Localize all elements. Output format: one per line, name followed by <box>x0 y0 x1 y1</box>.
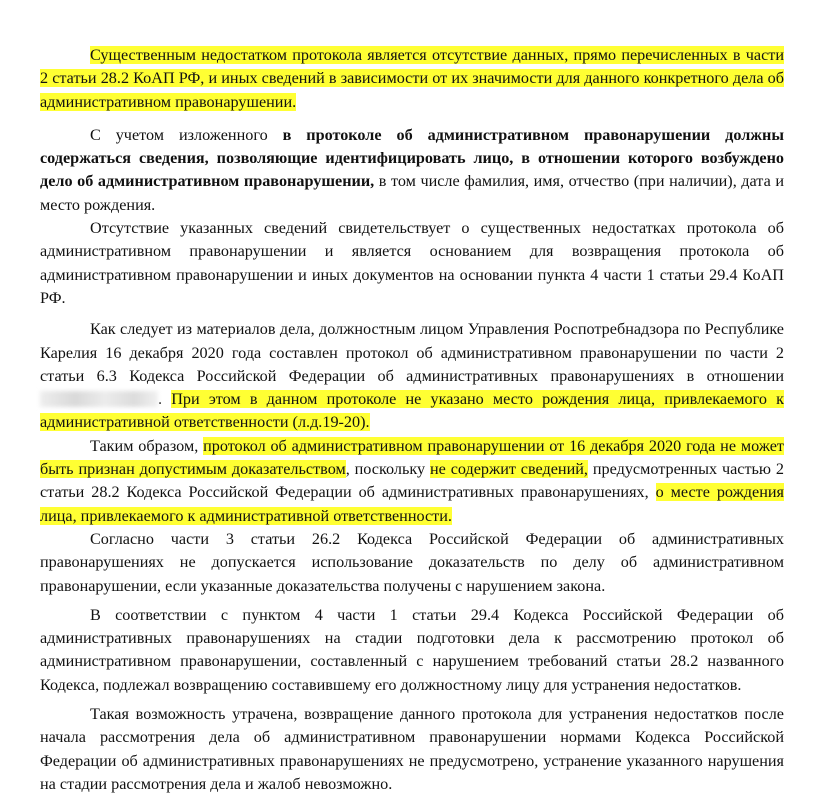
highlighted-text: не содержит сведений, <box>429 460 588 479</box>
text-run: Таким образом, <box>90 436 204 455</box>
paragraph-6 <box>40 528 784 598</box>
text-run: предусмотренных частью 2 статьи 28.2 Кодекса Российской Федерации об административных правонарушениях, <box>40 460 784 502</box>
highlighted-text: протокол об административном правонарушении от 16 декабря 2020 года не может быть признан допустимым доказательством <box>40 436 784 479</box>
bold-text: в протоколе об административном правонарушении должны содержаться сведения, позволяющие идентифицировать лицо, в отношении которого возбуждено дело об административном правонарушении, <box>40 125 784 191</box>
text-run: , поскольку <box>345 460 430 479</box>
text-run: С учетом изложенного <box>90 125 283 144</box>
highlighted-text: о месте рождения лица, привлекаемого к административной ответственности. <box>40 483 784 525</box>
redacted-name <box>40 391 158 407</box>
paragraph-7 <box>40 604 784 697</box>
text-run: в том числе фамилия, имя, отчество (при наличии), дата и место рождения. <box>40 172 784 214</box>
highlighted-text: Существенным недостатком протокола является отсутствие данных, прямо перечисленных в части 2 статьи 28.2 КоАП РФ, и иных сведений в зависимости от их значимости для данного конкретного дела об административном правонарушении. <box>40 46 784 111</box>
paragraph-3 <box>40 217 784 310</box>
paragraph-1 <box>40 44 784 114</box>
paragraph-2 <box>40 124 784 217</box>
paragraph-4 <box>40 318 784 434</box>
text-run: Отсутствие указанных сведений свидетельствует о существенных недостатках протокола об административном правонарушении и является основанием для возвращения протокола об административном правонарушении и иных документов на основании пункта 4 части 1 статьи 29.4 КоАП РФ. <box>40 219 784 307</box>
document-page <box>40 44 784 796</box>
page-break-top <box>40 114 784 124</box>
paragraph-8 <box>40 703 784 796</box>
highlighted-text: При этом в данном протоколе не указано место рождения лица, привлекаемого к административной ответственности (л.д.19-20). <box>40 390 784 432</box>
paragraph-5 <box>40 435 784 528</box>
text-run: В соответствии с пунктом 4 части 1 статьи 29.4 Кодекса Российской Федерации об административных правонарушениях на стадии подготовки дела к рассмотрению протокол об административном правонарушении, составленный с нарушением требований статьи 28.2 названного Кодекса, подлежал возвращению составившему его должностному лицу для устранения недостатков. <box>40 605 784 694</box>
text-run: Такая возможность утрачена, возвращение данного протокола для устранения недостатков после начала рассмотрения дела об административном правонарушении нормами Кодекса Российской Федерации об административных правонарушениях не предусмотрено, устранение указанного нарушения на стадии рассмотрения дела и жалоб невозможно. <box>40 705 784 793</box>
text-run: . <box>158 390 172 409</box>
text-run: Согласно части 3 статьи 26.2 Кодекса Российской Федерации об административных правонарушениях не допускается использование доказательств по делу об административном правонарушении, если указанные доказательства получены с нарушением закона. <box>40 529 784 595</box>
text-run: Как следует из материалов дела, должностным лицом Управления Роспотребнадзора по Республике Карелия 16 декабря 2020 года составлен протокол об административном правонарушении по части 2 статьи 6.3 Кодекса Российской Федерации об административных правонарушениях в отношении <box>40 320 784 385</box>
